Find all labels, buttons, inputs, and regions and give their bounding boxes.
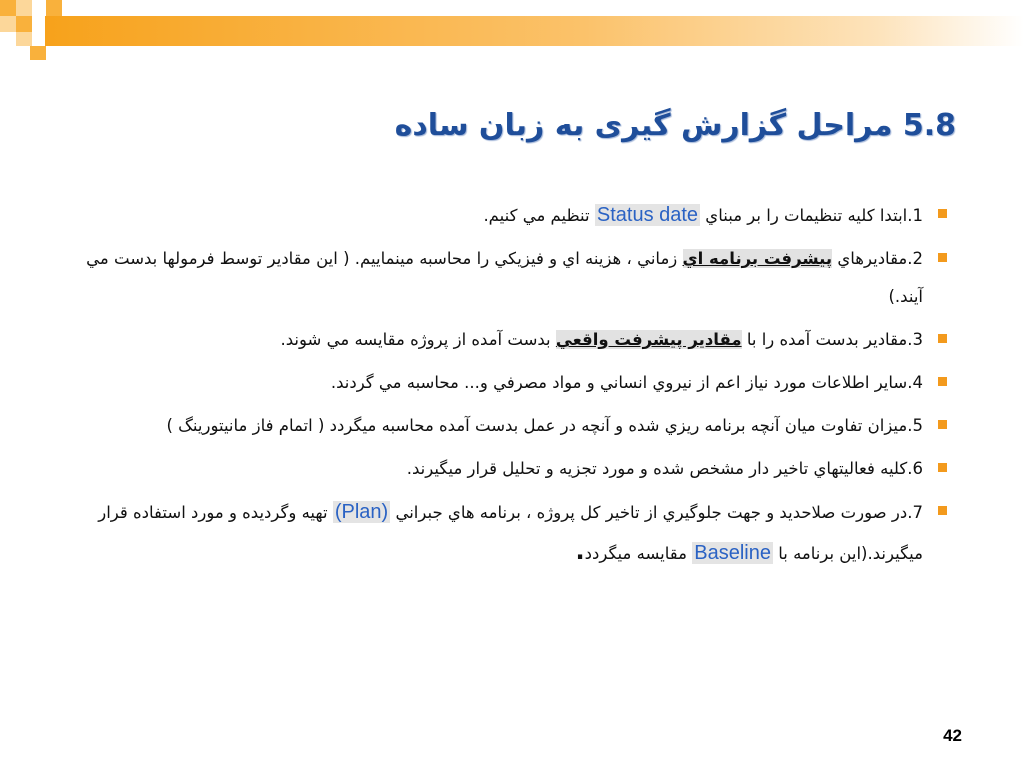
- deco-square: [16, 32, 32, 46]
- bullet-square-icon: [938, 420, 947, 429]
- bullet-square-icon: [938, 377, 947, 386]
- item-text: تهيه وگرديده و مورد استفاده قرار ميگيرند.(اين برنامه با: [98, 503, 923, 563]
- bullet-square-icon: [938, 253, 947, 262]
- actual-progress-link[interactable]: مقادير پيشرفت واقعي: [555, 330, 742, 349]
- schedule-progress-link[interactable]: پيشرفت برنامه اي: [682, 249, 833, 268]
- item-text: 4.ساير اطلاعات مورد نياز اعم از نيروي انساني و مواد مصرفي و... محاسبه مي گردند.: [330, 373, 923, 392]
- item-text: 2.مقاديرهاي: [832, 249, 923, 268]
- top-decoration: [0, 0, 1024, 62]
- header-bar: [45, 16, 1024, 46]
- list-item: [55, 196, 949, 235]
- item-text: بدست آمده از پروژه مقايسه مي شوند.: [280, 330, 556, 349]
- list-item: [55, 321, 949, 359]
- slide-title: 5.8 مراحل گزارش گيری به زبان ساده: [394, 108, 956, 143]
- list-item: [55, 493, 949, 573]
- list-item: [55, 364, 949, 402]
- item-text: مقايسه ميگردد: [584, 544, 693, 563]
- deco-square: [16, 16, 32, 32]
- item-text: 3.مقادير بدست آمده را با: [741, 330, 923, 349]
- item-text: 7.در صورت صلاحديد و جهت جلوگيري از تاخير کل پروژه ، برنامه هاي جبراني: [390, 503, 923, 522]
- deco-square: [30, 46, 46, 60]
- bullet-square-icon: [938, 209, 947, 218]
- item-end-punct: .: [575, 537, 585, 565]
- item-text: 6.کليه فعاليتهاي تاخير دار مشخص شده و مورد تجزيه و تحليل قرار ميگيرند.: [406, 459, 923, 478]
- page-number: 42: [943, 726, 962, 745]
- item-text: زماني ، هزينه اي و فيزيکي را محاسبه مينماييم. ( اين مقادير توسط فرمولها بدست مي آيند.): [86, 249, 923, 306]
- deco-square: [16, 0, 32, 16]
- deco-square: [0, 16, 16, 32]
- status-date-term: Status date: [596, 204, 699, 226]
- bullet-square-icon: [938, 334, 947, 343]
- list-item: [55, 450, 949, 488]
- list-item: [55, 407, 949, 445]
- item-text: 1.ابتدا کليه تنظيمات را بر مبناي: [700, 206, 923, 225]
- bullet-square-icon: [938, 463, 947, 472]
- deco-square: [46, 0, 62, 16]
- plan-term: (Plan): [334, 501, 389, 523]
- item-text: 5.ميزان تفاوت ميان آنچه برنامه ريزي شده و آنچه در عمل بدست آمده محاسبه ميگردد ( اتمام فاز مانيتورينگ ): [166, 416, 923, 435]
- bullet-list: [55, 196, 949, 578]
- item-text: تنظيم مي کنيم.: [483, 206, 595, 225]
- deco-square: [0, 0, 16, 16]
- baseline-term: Baseline: [694, 542, 771, 564]
- bullet-square-icon: [938, 506, 947, 515]
- list-item: [55, 240, 949, 316]
